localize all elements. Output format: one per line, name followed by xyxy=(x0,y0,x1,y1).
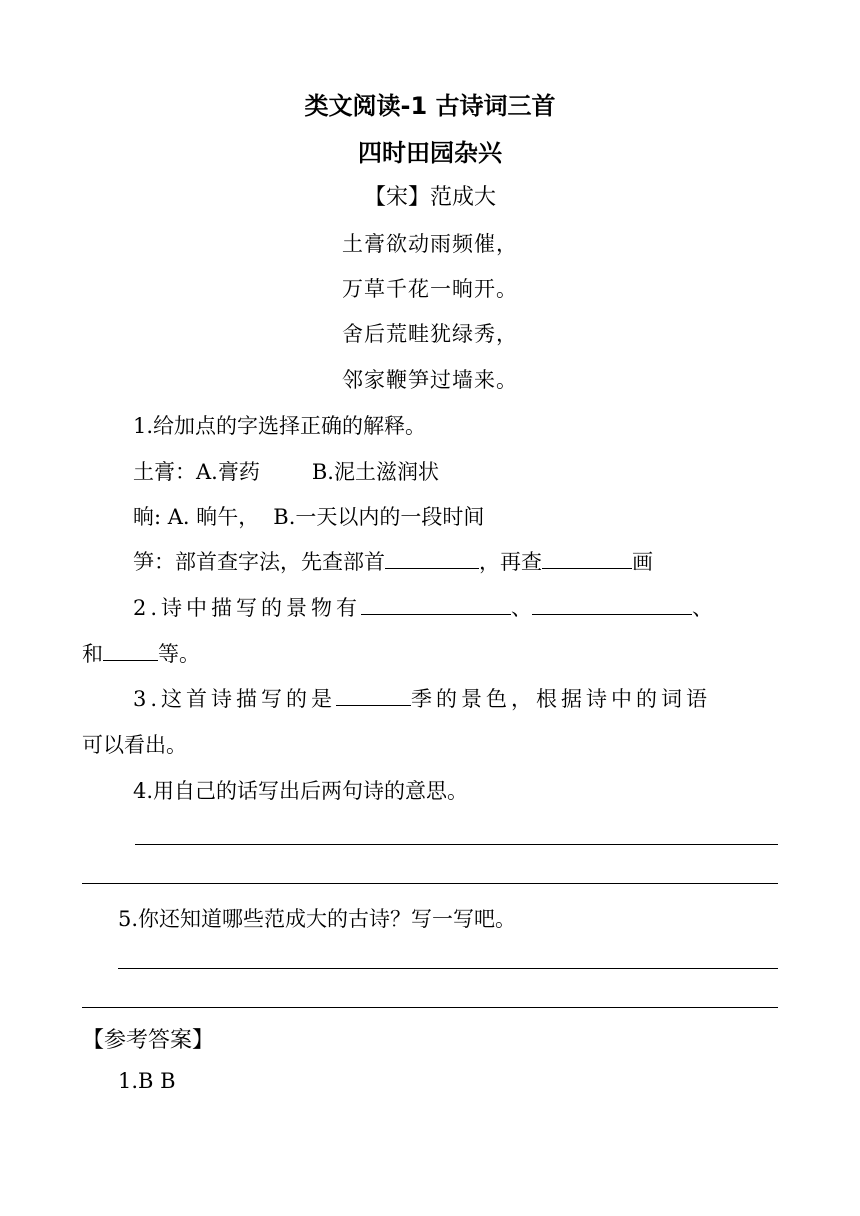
q1-shang-label: 晌: xyxy=(133,505,168,529)
q1-strokes-blank[interactable] xyxy=(542,546,632,569)
document-title: 类文阅读-1 古诗词三首 xyxy=(304,92,556,120)
q1-sun-row xyxy=(133,546,653,576)
q1-shang-row xyxy=(133,501,484,531)
q2-blank-2[interactable] xyxy=(532,592,692,615)
poem-line-4: 邻家鞭笋过墙来。 xyxy=(342,368,518,392)
question-3-line-1 xyxy=(133,683,711,713)
q2-separator-2: 、 xyxy=(692,596,714,620)
poem-line-1: 土膏欲动雨频催， xyxy=(342,232,518,256)
q1-sun-text-3: 画 xyxy=(632,550,653,574)
question-4: 4.用自己的话写出后两句诗的意思。 xyxy=(133,779,469,803)
q5-answer-line-1[interactable] xyxy=(118,968,778,969)
q4-answer-line-2[interactable] xyxy=(82,883,778,884)
poem-line-2: 万草千花一晌开。 xyxy=(342,277,518,301)
q1-sun-text-1: 笋：部首查字法，先查部首 xyxy=(133,550,385,574)
q1-shang-option-b: B.一天以内的一段时间 xyxy=(273,505,485,529)
q1-tugao-label: 土膏： xyxy=(133,460,196,484)
question-2-text-2: 和 xyxy=(82,642,103,666)
question-2-line-1 xyxy=(133,592,713,622)
q1-tugao-row xyxy=(133,456,439,486)
poem-title: 四时田园杂兴 xyxy=(358,139,502,167)
q1-sun-text-2: ，再查 xyxy=(479,550,542,574)
poem-line-3: 舍后荒畦犹绿秀， xyxy=(342,322,518,346)
q2-blank-1[interactable] xyxy=(361,592,511,615)
q2-blank-3[interactable] xyxy=(103,638,158,661)
poem-author: 【宋】范成大 xyxy=(363,185,496,210)
question-3-text-1: 3.这首诗描写的是 xyxy=(133,687,337,711)
q1-radical-blank[interactable] xyxy=(385,546,479,569)
question-2-text-3: 等。 xyxy=(158,642,200,666)
question-5: 5.你还知道哪些范成大的古诗？写一写吧。 xyxy=(118,907,517,931)
question-3-text-2: 季的景色，根据诗中的词语 xyxy=(411,687,712,711)
q1-tugao-option-a: A.膏药 xyxy=(196,460,260,484)
question-2-text-1: 2.诗中描写的景物有 xyxy=(133,596,362,620)
q2-separator-1: 、 xyxy=(511,596,533,620)
q5-answer-line-2[interactable] xyxy=(82,1007,778,1008)
answer-1: 1.B B xyxy=(118,1069,176,1093)
q4-answer-line-1[interactable] xyxy=(135,844,778,845)
q1-tugao-option-b: B.泥土滋润状 xyxy=(311,460,439,484)
q1-shang-option-a: A. 晌午， xyxy=(167,505,260,529)
question-3-line-2: 可以看出。 xyxy=(82,733,187,757)
q3-season-blank[interactable] xyxy=(336,683,411,706)
answers-heading: 【参考答案】 xyxy=(82,1028,215,1053)
question-1: 1.给加点的字选择正确的解释。 xyxy=(133,414,427,438)
question-2-line-2 xyxy=(82,638,200,668)
